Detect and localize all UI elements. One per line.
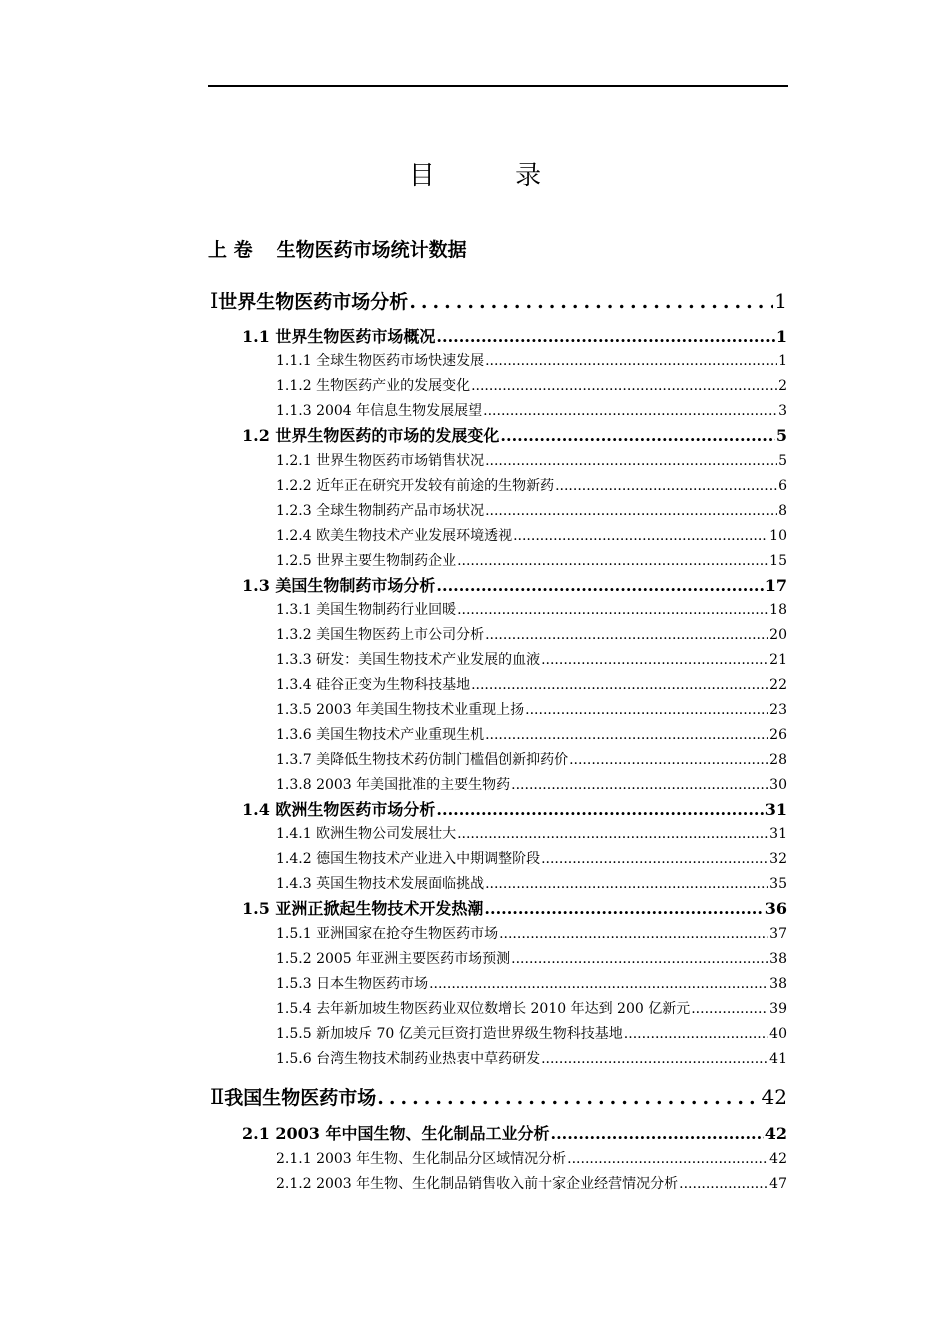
entry-title: 1.1 世界生物医药市场概况	[242, 327, 436, 346]
entry-title: 1.3.6 美国生物技术产业重现生机	[276, 727, 485, 743]
entry-title: 1.2.3 全球生物制药产品市场状况	[276, 503, 485, 519]
dot-leader	[500, 424, 774, 448]
page-number: 10	[769, 528, 787, 544]
entry-title: 1.5.2 2005 年亚洲主要医药市场预测	[276, 951, 511, 967]
dot-leader	[485, 872, 768, 896]
entry-title: 1.5.5 新加坡斥 70 亿美元巨资打造世界级生物科技基地	[276, 1026, 623, 1042]
page-number: 35	[769, 876, 787, 892]
page-number: 3	[778, 403, 787, 419]
toc-entry-section[interactable]	[242, 798, 787, 822]
dot-leader	[429, 972, 768, 996]
header-rule	[208, 85, 788, 87]
entry-title: 1.4 欧洲生物医药市场分析	[242, 800, 436, 819]
toc-entry-subsection[interactable]	[276, 598, 787, 622]
toc-entry-subsection[interactable]	[276, 1022, 787, 1046]
page-number: 41	[769, 1051, 787, 1067]
dot-leader	[471, 374, 777, 398]
page-number: 42	[764, 1124, 787, 1143]
page-number: 40	[769, 1026, 787, 1042]
page-number: 42	[769, 1151, 787, 1167]
dot-leader	[485, 723, 768, 747]
entry-title: 1.2.1 世界生物医药市场销售状况	[276, 453, 485, 469]
entry-title: 1.2.4 欧美生物技术产业发展环境透视	[276, 528, 513, 544]
dot-leader	[483, 399, 777, 423]
dot-leader	[485, 449, 777, 473]
page-number: 17	[764, 576, 787, 595]
dot-leader	[377, 1084, 760, 1112]
page-number: 20	[769, 627, 787, 643]
dot-leader	[569, 748, 768, 772]
page-number: 18	[769, 602, 787, 618]
toc-entry-subsection[interactable]	[276, 847, 787, 871]
toc-entry-subsection[interactable]	[276, 673, 787, 697]
entry-title: 1.1.2 生物医药产业的发展变化	[276, 378, 471, 394]
page-number: 6	[778, 478, 787, 494]
entry-title: 1.3.1 美国生物制药行业回暖	[276, 602, 457, 618]
toc-entry-section[interactable]	[242, 897, 787, 921]
dot-leader	[436, 798, 763, 822]
entry-title: 1.2.2 近年正在研究开发较有前途的生物新药	[276, 478, 555, 494]
toc-entry-subsection[interactable]	[276, 822, 787, 846]
toc-entry-subsection[interactable]	[276, 723, 787, 747]
page-number: 28	[769, 752, 787, 768]
page-number: 1	[774, 289, 787, 313]
toc-entry-section[interactable]	[242, 1122, 787, 1146]
dot-leader	[511, 773, 768, 797]
toc-entry-subsection[interactable]	[276, 1047, 787, 1071]
dot-leader	[485, 349, 777, 373]
entry-title: 1.4.1 欧洲生物公司发展壮大	[276, 826, 457, 842]
page-number: 1	[778, 353, 787, 369]
entry-title: 1.3.2 美国生物医药上市公司分析	[276, 627, 485, 643]
entry-title: 1.3.8 2003 年美国批准的主要生物药	[276, 777, 511, 793]
page-number: 21	[769, 652, 787, 668]
page-number: 31	[769, 826, 787, 842]
dot-leader	[511, 947, 768, 971]
entry-title: 2.1.1 2003 年生物、生化制品分区域情况分析	[276, 1151, 567, 1167]
entry-title: 1.3.7 美降低生物技术药仿制门槛倡创新抑药价	[276, 752, 569, 768]
toc-entry-subsection[interactable]	[276, 499, 787, 523]
dot-leader	[541, 847, 768, 871]
toc-entry-subsection[interactable]	[276, 1147, 787, 1171]
page-number: 47	[769, 1176, 787, 1192]
dot-leader	[457, 549, 768, 573]
entry-title: 1.4.2 德国生物技术产业进入中期调整阶段	[276, 851, 541, 867]
entry-title: 2.1 2003 年中国生物、生化制品工业分析	[242, 1124, 550, 1143]
page-number: 1	[775, 327, 787, 346]
page-number: 2	[778, 378, 787, 394]
page-number: 5	[778, 453, 787, 469]
toc-entry-subsection[interactable]	[276, 349, 787, 373]
entry-title: 2.1.2 2003 年生物、生化制品销售收入前十家企业经营情况分析	[276, 1176, 679, 1192]
dot-leader	[525, 698, 768, 722]
toc-entry-subsection[interactable]	[276, 997, 787, 1021]
toc-entry-subsection[interactable]	[276, 623, 787, 647]
dot-leader	[567, 1147, 768, 1171]
entry-title: 1.2.5 世界主要生物制药企业	[276, 553, 457, 569]
dot-leader	[555, 474, 777, 498]
page-number: 5	[775, 426, 787, 445]
entry-title: 1.5 亚洲正掀起生物技术开发热潮	[242, 899, 484, 918]
dot-leader	[484, 897, 763, 921]
dot-leader	[436, 574, 763, 598]
entry-title: 1.5.4 去年新加坡生物医药业双位数增长 2010 年达到 200 亿新元	[276, 1001, 691, 1017]
entry-title: 1.4.3 英国生物技术发展面临挑战	[276, 876, 485, 892]
toc-entry-subsection[interactable]	[276, 648, 787, 672]
toc-entry-section[interactable]	[242, 574, 787, 598]
entry-title: 1.5.6 台湾生物技术制药业热衷中草药研发	[276, 1051, 541, 1067]
toc-entry-section[interactable]	[242, 325, 787, 349]
dot-leader	[513, 524, 768, 548]
toc-title: 目 录	[408, 161, 578, 191]
dot-leader	[457, 822, 768, 846]
toc-entry-subsection[interactable]	[276, 872, 787, 896]
page-number: 36	[764, 899, 787, 918]
entry-title: 1.5.1 亚洲国家在抢夺生物医药市场	[276, 926, 499, 942]
toc-entry-section[interactable]	[242, 424, 787, 448]
dot-leader	[679, 1172, 768, 1196]
dot-leader	[624, 1022, 768, 1046]
dot-leader	[485, 499, 777, 523]
toc-entry-subsection[interactable]	[276, 549, 787, 573]
volume-heading	[208, 236, 467, 264]
page-number: 39	[769, 1001, 787, 1017]
toc-entry-subsection[interactable]	[276, 399, 787, 423]
part-title: 世界生物医药市场分析	[218, 291, 409, 313]
page-number: 42	[761, 1085, 787, 1109]
toc-entry-subsection[interactable]	[276, 474, 787, 498]
dot-leader	[551, 1122, 764, 1146]
toc-entry-subsection[interactable]	[276, 947, 787, 971]
dot-leader	[471, 673, 768, 697]
dot-leader	[485, 623, 768, 647]
page-number: 38	[769, 951, 787, 967]
toc-part[interactable]	[210, 287, 787, 316]
part-number: Ⅱ	[210, 1085, 225, 1109]
dot-leader	[436, 325, 774, 349]
volume-label: 上 卷	[208, 239, 253, 261]
page-number: 30	[769, 777, 787, 793]
part-number: Ⅰ	[210, 289, 219, 313]
page-number: 38	[769, 976, 787, 992]
entry-title: 1.1.1 全球生物医药市场快速发展	[276, 353, 485, 369]
entry-title: 1.3 美国生物制药市场分析	[242, 576, 436, 595]
dot-leader	[409, 288, 773, 316]
toc-entry-subsection[interactable]	[276, 748, 787, 772]
page-number: 26	[769, 727, 787, 743]
page-number: 31	[764, 800, 787, 819]
part-title: 我国生物医药市场	[224, 1087, 377, 1109]
dot-leader	[541, 1047, 768, 1071]
entry-title: 1.3.5 2003 年美国生物技术业重现上扬	[276, 702, 525, 718]
entry-title: 1.5.3 日本生物医药市场	[276, 976, 429, 992]
toc-entry-subsection[interactable]	[276, 449, 787, 473]
volume-subtitle: 生物医药市场统计数据	[276, 239, 467, 261]
page-number: 15	[769, 553, 787, 569]
toc-entry-subsection[interactable]	[276, 972, 787, 996]
toc-entry-subsection[interactable]	[276, 374, 787, 398]
toc-entry-subsection[interactable]	[276, 922, 787, 946]
page-number: 23	[769, 702, 787, 718]
page-number: 22	[769, 677, 787, 693]
dot-leader	[541, 648, 768, 672]
dot-leader	[691, 997, 768, 1021]
page-number: 37	[769, 926, 787, 942]
toc-entry-subsection[interactable]	[276, 773, 787, 797]
entry-title: 1.3.3 研发：美国生物技术产业发展的血液	[276, 652, 541, 668]
page-number: 8	[778, 503, 787, 519]
toc-entry-subsection[interactable]	[276, 524, 787, 548]
entry-title: 1.3.4 硅谷正变为生物科技基地	[276, 677, 471, 693]
toc-entry-subsection[interactable]	[276, 698, 787, 722]
toc-part[interactable]	[210, 1083, 787, 1112]
entry-title: 1.1.3 2004 年信息生物发展展望	[276, 403, 483, 419]
dot-leader	[499, 922, 768, 946]
dot-leader	[457, 598, 768, 622]
page-number: 32	[769, 851, 787, 867]
entry-title: 1.2 世界生物医药的市场的发展变化	[242, 426, 500, 445]
toc-entry-subsection[interactable]	[276, 1172, 787, 1196]
